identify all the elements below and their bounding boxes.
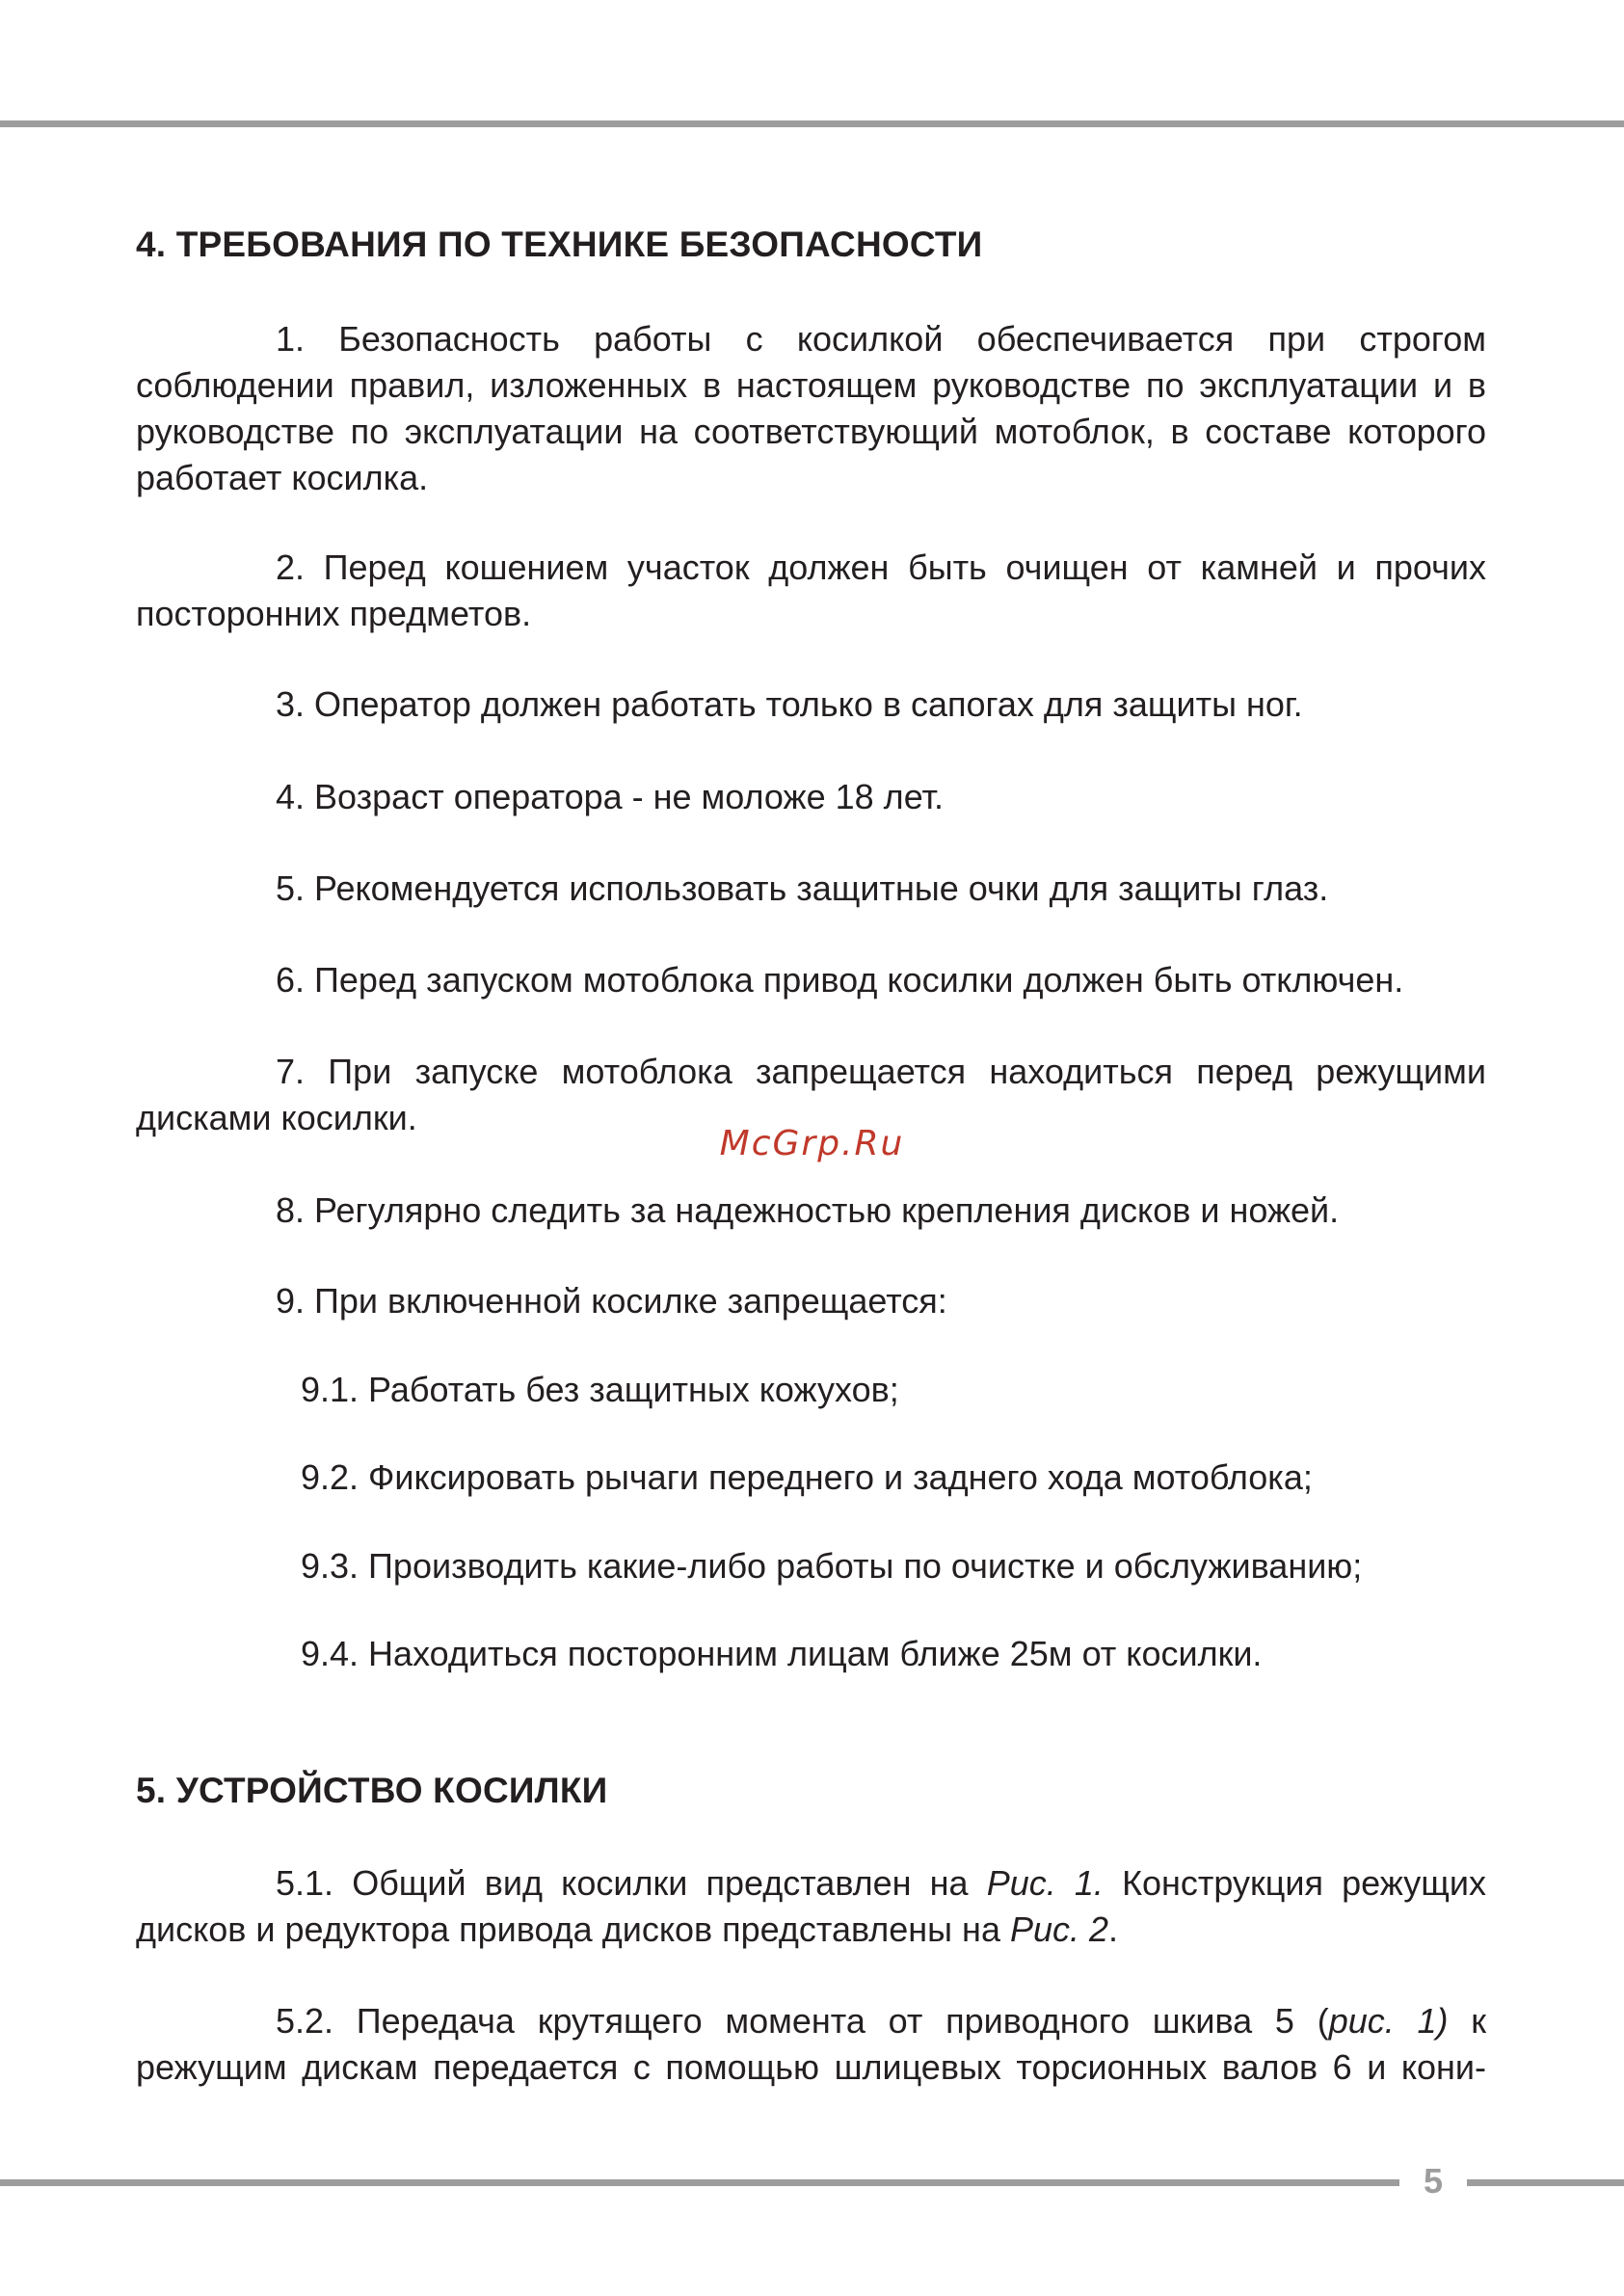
section-4-item-5: 5. Рекомендуется использовать защитные очки для защиты глаз. xyxy=(276,868,1329,908)
section-5-item-2 xyxy=(136,1998,1486,2091)
item-5-2-text-cont: к режущим дискам передается с помощью шлицевых торсионных валов 6 и кони- xyxy=(136,2001,1486,2087)
section-4-heading: 4. ТРЕБОВАНИЯ ПО ТЕХНИКЕ БЕЗОПАСНОСТИ xyxy=(136,225,983,264)
section-4-item-3: 3. Оператор должен работать только в сапогах для защиты ног. xyxy=(276,684,1303,724)
item-1-text: 1. Безопасность работы с косилкой обеспечивается при строгом соблюдении правил, изложенных в настоящем руководстве по эксплуатации и в руководстве по эксплуатации на соответствующий мотоблок, в составе которого работает косилка. xyxy=(136,319,1486,497)
section-4-item-4: 4. Возраст оператора - не моложе 18 лет. xyxy=(276,777,945,816)
section-4-item-9-1: 9.1. Работать без защитных кожухов; xyxy=(301,1370,899,1409)
bottom-rule-left xyxy=(0,2179,1399,2186)
bottom-rule-right xyxy=(1467,2179,1624,2186)
item-2-text: 2. Перед кошением участок должен быть очищен от камней и прочих посторонних предметов. xyxy=(136,547,1486,633)
section-5-heading: 5. УСТРОЙСТВО КОСИЛКИ xyxy=(136,1771,608,1810)
item-5-1-text-cont: Конструкция режущих дисков и редуктора привода дисков представлены на xyxy=(136,1863,1487,1949)
figure-2-reference: Рис. 2 xyxy=(1009,1909,1109,1949)
section-4-item-1 xyxy=(136,316,1486,501)
item-5-1-end: . xyxy=(1108,1909,1119,1949)
section-4-item-9: 9. При включенной косилке запрещается: xyxy=(276,1281,947,1321)
figure-1-reference: Рис. 1. xyxy=(986,1863,1104,1903)
item-5-1-text: 5.1. Общий вид косилки представлен на xyxy=(276,1863,987,1903)
page-number: 5 xyxy=(1423,2161,1444,2201)
item-5-2-text: 5.2. Передача крутящего момента от приводного шкива 5 ( xyxy=(276,2001,1329,2041)
section-4-item-8: 8. Регулярно следить за надежностью крепления дисков и ножей. xyxy=(276,1190,1340,1230)
section-4-item-6: 6. Перед запуском мотоблока привод косилки должен быть отключен. xyxy=(276,960,1404,1000)
item-7-text: 7. При запуске мотоблока запрещается находиться перед режущими дисками косилки. xyxy=(136,1052,1486,1137)
figure-1-reference-2: рис. 1) xyxy=(1328,2001,1449,2041)
watermark: McGrp.Ru xyxy=(719,1124,905,1163)
section-4-item-9-2: 9.2. Фиксировать рычаги переднего и заднего хода мотоблока; xyxy=(301,1457,1313,1497)
section-4-item-9-4: 9.4. Находиться посторонним лицам ближе 25м от косилки. xyxy=(301,1634,1263,1673)
section-4-item-9-3: 9.3. Производить какие-либо работы по очистке и обслуживанию; xyxy=(301,1546,1363,1586)
section-5-item-1 xyxy=(136,1860,1486,1953)
top-rule xyxy=(0,120,1624,127)
section-4-item-2 xyxy=(136,545,1486,637)
